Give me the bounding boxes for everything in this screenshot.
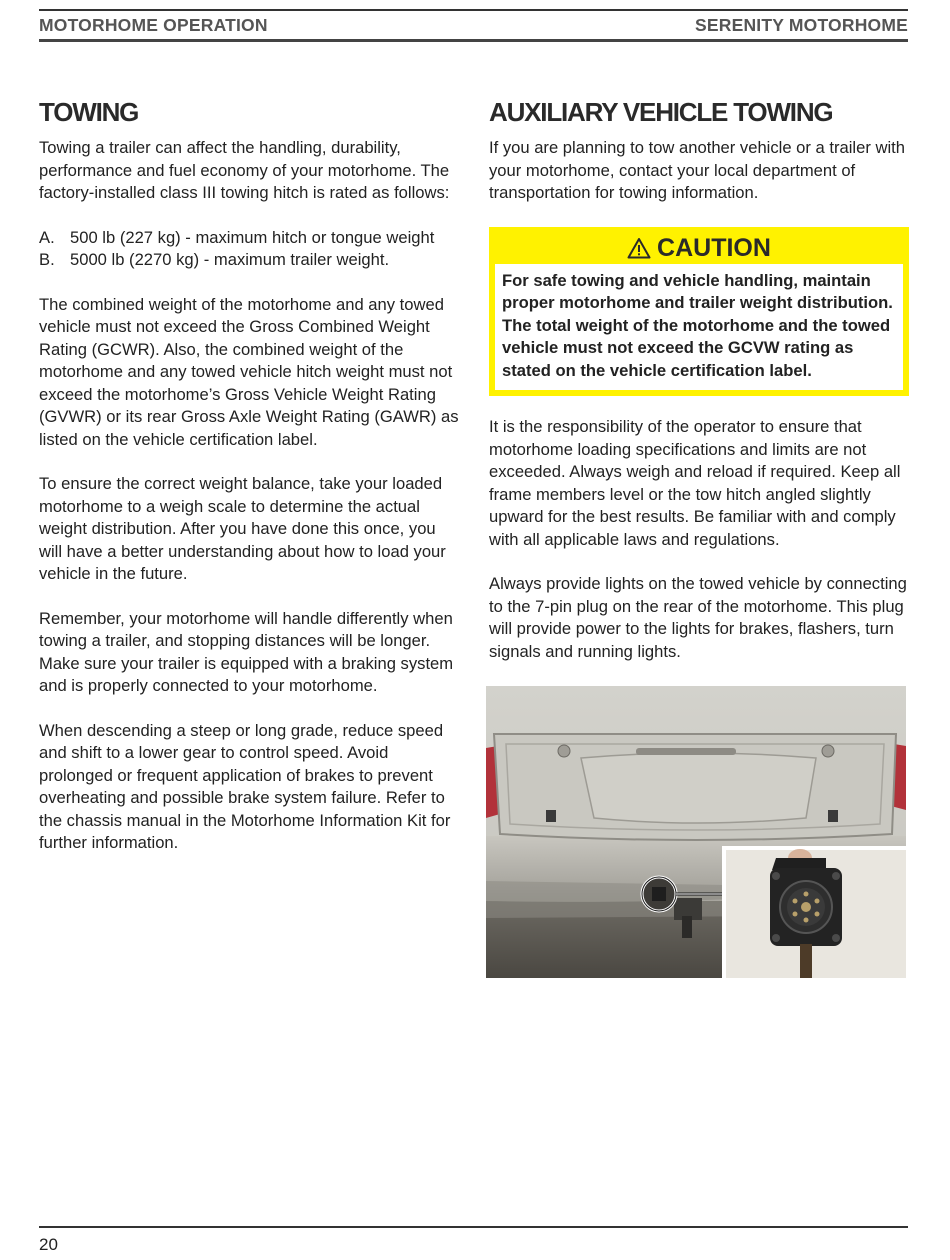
weight-rating-paragraph: The combined weight of the motorhome and any towed vehicle must not exceed the Gross Combined Weight Rating (GCWR). Also, the combined weight of the motorhome and any towed vehicle hitch weight must not exceed the motorhome’s Gross Vehicle Weight Rating (GVWR) or its rear Gross Axle Weight Rating (GAWR) as listed on the vehicle certification label. [39,294,459,449]
responsibility-paragraph: It is the responsibility of the operator to ensure that motorhome loading specifications and limits are not exceeded. Always weigh and reload if required. Keep all frame members level or the tow hitch angled slightly upward for the best results. Be familiar with and comply with all applicable laws and regulations. [489,417,901,549]
left-column [39,95,459,877]
list-item [39,249,459,272]
caution-header [495,232,903,264]
list-item [39,227,459,250]
caution-box [489,227,909,397]
motorhome-rear-illustration [486,686,906,978]
section-title: MOTORHOME OPERATION [39,15,268,35]
caution-text: For safe towing and vehicle handling, maintain proper motorhome and trailer weight distribution. The total weight of the motorhome and the towed vehicle must not exceed the GCVW rating as stated on the vehicle certification label. [495,264,903,391]
auxiliary-intro: If you are planning to tow another vehicle or a trailer with your motorhome, contact your local department of transportation for towing information. [489,138,905,202]
towing-intro: Towing a trailer can affect the handling, durability, performance and fuel economy of your motorhome. The factory-installed class III towing hitch is rated as follows: [39,138,450,202]
list-text: 5000 lb (2270 kg) - maximum trailer weight. [70,250,390,269]
auxiliary-towing-heading: AUXILIARY VEHICLE TOWING [489,97,833,127]
caution-heading: CAUTION [657,233,771,262]
seven-pin-plug-photo [486,686,906,978]
list-marker: B. [39,250,55,269]
right-column [489,95,909,685]
list-marker: A. [39,227,55,247]
towing-heading: TOWING [39,97,139,127]
lights-paragraph: Always provide lights on the towed vehicle by connecting to the 7-pin plug on the rear of the motorhome. This plug will provide power to the lights for brakes, flashers, turn signals and running lights. [489,574,907,661]
list-text: 500 lb (227 kg) - maximum hitch or tongue weight [70,227,435,247]
warning-triangle-icon [627,235,651,267]
manual-title: SERENITY MOTORHOME [695,15,908,35]
footer-rule [39,1226,908,1228]
hitch-ratings-list [39,227,459,272]
page-header [39,9,908,42]
weight-balance-paragraph: To ensure the correct weight balance, take your loaded motorhome to a weigh scale to determine the actual weight distribution. After you have done this once, you will have a better understanding about how to load your vehicle in the future. [39,474,446,583]
handling-paragraph: Remember, your motorhome will handle differently when towing a trailer, and stopping distances will be longer. Make sure your trailer is equipped with a braking system and is properly connected to your motorhome. [39,608,454,695]
descending-grade-paragraph: When descending a steep or long grade, reduce speed and shift to a lower gear to control speed. Avoid prolonged or frequent application of brakes to prevent overheating and possible brake system failure. Refer to the chassis manual in the Motorhome Information Kit for further information. [39,720,451,852]
page-number: 20 [39,1235,58,1254]
